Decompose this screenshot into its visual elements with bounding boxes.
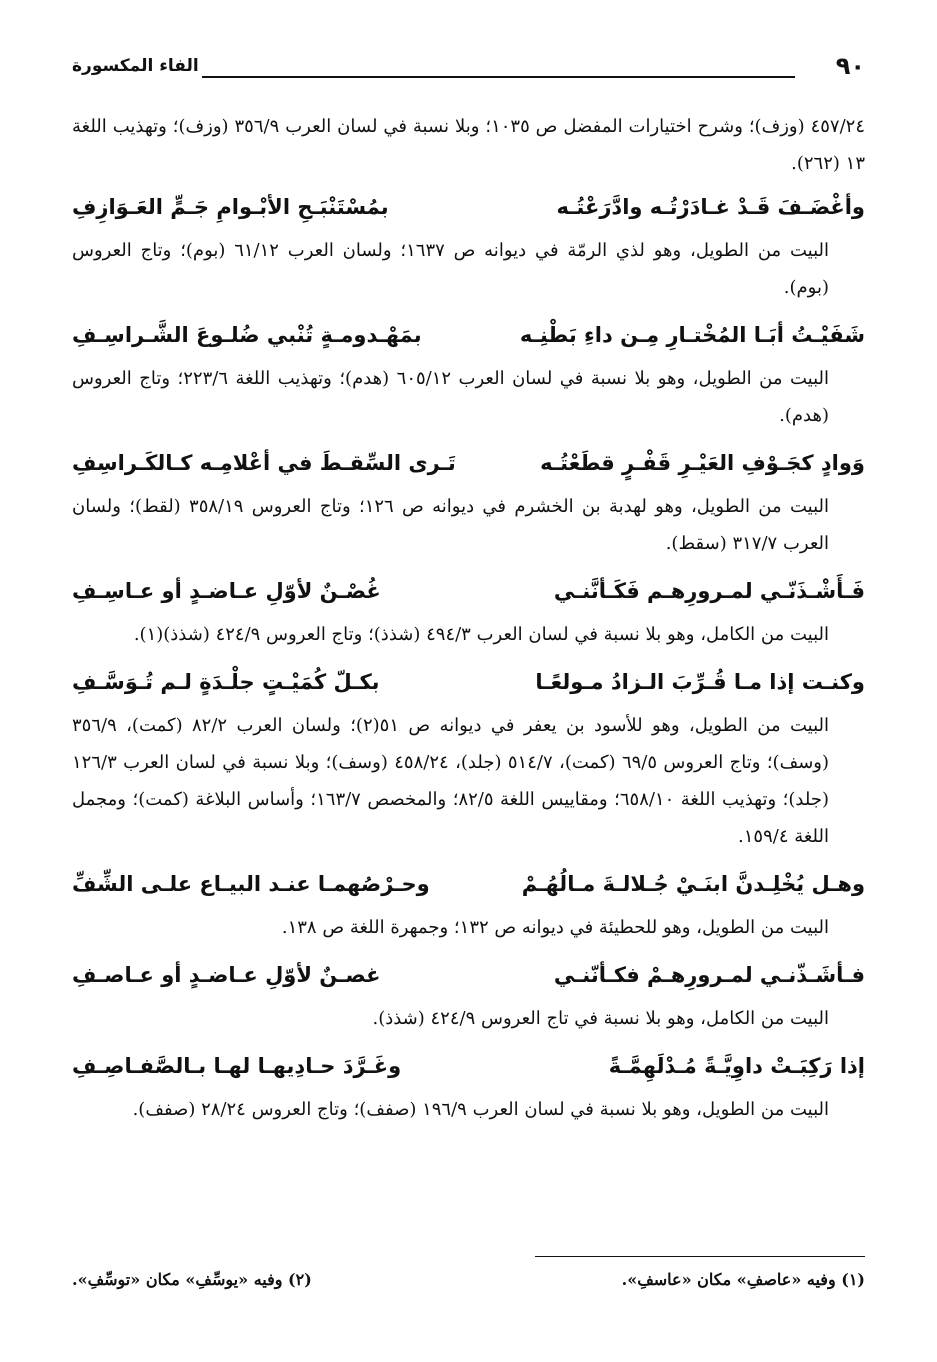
footnote-1: (١) وفيه «عاصفِ» مكان «عاسفِ». xyxy=(621,1270,865,1289)
page-header xyxy=(72,52,865,86)
intro-line-2: ٣٥٦/٩ (وزف)؛ وتهذيب اللغة ١٣ (٢٦٢). xyxy=(72,116,865,174)
verse-note: البيت من الطويل، وهو بلا نسبة في لسان العرب ١٩٦/٩ (صفف)؛ وتاج العروس ٢٨/٢٤ (صفف). xyxy=(132,1099,829,1120)
verse-line xyxy=(72,566,865,616)
verse-note: البيت من الطويل، وهو للحطيئة في ديوانه ص ١٣٢؛ وجمهرة اللغة ص ١٣٨. xyxy=(281,917,829,938)
verse-second-hemistich: تَـرى السِّقـطَ في أعْلامِـه كـالكَـراسِفِ xyxy=(72,451,456,475)
verse-note: البيت من الطويل، وهو لذي الرمّة في ديوانه ص ١٦٣٧؛ ولسان العرب ٦١/١٢ (بوم)؛ وتاج العروس (بوم). xyxy=(72,240,829,298)
entry-1 xyxy=(72,182,865,306)
verse-first-hemistich: فَـأَشْـذَنّـي لمـرورِهـم فَكَـأنَّنـي xyxy=(553,579,865,603)
entry-4 xyxy=(72,566,865,653)
verse-note: البيت من الكامل، وهو بلا نسبة في لسان العرب ٤٩٤/٣ (شذذ)؛ وتاج العروس ٤٢٤/٩ (شذذ)(١). xyxy=(133,624,829,645)
header-rule xyxy=(202,76,795,78)
entry-2 xyxy=(72,310,865,434)
running-title: الفاء المكسورة xyxy=(72,56,199,76)
page-body xyxy=(72,108,865,1132)
verse-first-hemistich: شَفَيْـتُ أبَـا المُخْتـارِ مِـن داءِ بَطْنِـه xyxy=(519,323,865,347)
entry-7 xyxy=(72,950,865,1037)
verse-line xyxy=(72,657,865,707)
verse-first-hemistich: وهـل يُخْلِـدنَّ ابنَـيْ جُـلالـةَ مـالُهُـمْ xyxy=(521,872,865,896)
entry-5 xyxy=(72,657,865,855)
verse-first-hemistich: إذا رَكِبَـتْ داوِيَّـةً مُـدْلَهِمَّـةً xyxy=(608,1054,865,1078)
verse-first-hemistich: وكنـت إذا مـا قُـرِّبَ الـزادُ مـولعًـا xyxy=(535,670,865,694)
verse-line xyxy=(72,950,865,1000)
footnote-2: (٢) وفيه «يوسِّفِ» مكان «توسِّفِ». xyxy=(72,1270,312,1289)
intro-text xyxy=(72,108,865,182)
verse-first-hemistich: وَوادٍ كجَـوْفِ العَيْـرِ قَفْـرٍ قطَعْتُـه xyxy=(540,451,865,475)
verse-line xyxy=(72,310,865,360)
verse-second-hemistich: غُصْـنٌ لأوّلِ عـاضـدٍ أو عـاسِـفِ xyxy=(72,579,381,603)
entry-6 xyxy=(72,859,865,946)
verse-second-hemistich: بكـلّ كُمَيْـتٍ جلْـدَةٍ لـم تُـوَسَّـفِ xyxy=(72,670,380,694)
page-number: ٩٠ xyxy=(835,52,865,80)
verse-first-hemistich: وأغْضَـفَ قَـدْ غـادَرْتُـه وادَّرَعْتُـه xyxy=(556,195,865,219)
verse-line xyxy=(72,182,865,232)
entry-8 xyxy=(72,1041,865,1128)
verse-note: البيت من الطويل، وهو بلا نسبة في لسان العرب ٦٠٥/١٢ (هدم)؛ وتهذيب اللغة ٢٢٣/٦؛ وتاج العروس (هدم). xyxy=(72,368,829,426)
verse-note: البيت من الطويل، وهو لهدبة بن الخشرم في ديوانه ص ١٢٦؛ وتاج العروس ٣٥٨/١٩ (لقط)؛ ولسان العرب ٣١٧/٧ (سقط). xyxy=(72,496,829,554)
entry-3 xyxy=(72,438,865,562)
verse-line xyxy=(72,859,865,909)
footnote-rule xyxy=(535,1256,865,1257)
verse-second-hemistich: غصـنٌ لأوّلِ عـاضـدٍ أو عـاصـفِ xyxy=(72,963,381,987)
verse-note: البيت من الطويل، وهو للأسود بن يعفر في ديوانه ص ٥١(٢)؛ ولسان العرب ٨٢/٢ (كمت)، ٣٥٦/٩ (وسف)؛ وتاج العروس ٦٩/٥ (كمت)، ٥١٤/٧ (جلد)، ٤٥٨/٢٤ (وسف)؛ وبلا نسبة في لسان العرب ١٢٦/٣ (جلد)؛ وتهذيب اللغة ٦٥٨/١٠؛ ومقاييس اللغة ٨٢/٥؛ والمخصص ١٦٣/٧؛ وأساس البلاغة (كمت)؛ ومجمل اللغة ١٥٩/٤. xyxy=(72,715,829,847)
verse-second-hemistich: بمُسْتَنْبَـحِ الأبْـوامِ جَـمٍّ العَـوَازِفِ xyxy=(72,195,389,219)
verse-note: البيت من الكامل، وهو بلا نسبة في تاج العروس ٤٢٤/٩ (شذذ). xyxy=(372,1008,829,1029)
intro-line-1: ٤٥٧/٢٤ (وزف)؛ وشرح اختيارات المفضل ص ١٠٣٥؛ وبلا نسبة في لسان العرب xyxy=(285,116,865,137)
verse-line xyxy=(72,438,865,488)
verse-second-hemistich: وغَـرَّدَ حـادِيهـا لهـا بـالصَّفـاصِـفِ xyxy=(72,1054,402,1078)
verse-line xyxy=(72,1041,865,1091)
footnotes xyxy=(72,1270,865,1289)
verse-second-hemistich: بمَهْـدومـةٍ تُنْبي ضُلـوعَ الشَّـراسِـفِ xyxy=(72,323,422,347)
verse-first-hemistich: فـأشَـذّنـي لمـرورِهـمْ فكـأنّنـي xyxy=(553,963,865,987)
verse-second-hemistich: وحـرْصُهمـا عنـد البيـاع علـى الشِّفِّ xyxy=(72,872,430,896)
